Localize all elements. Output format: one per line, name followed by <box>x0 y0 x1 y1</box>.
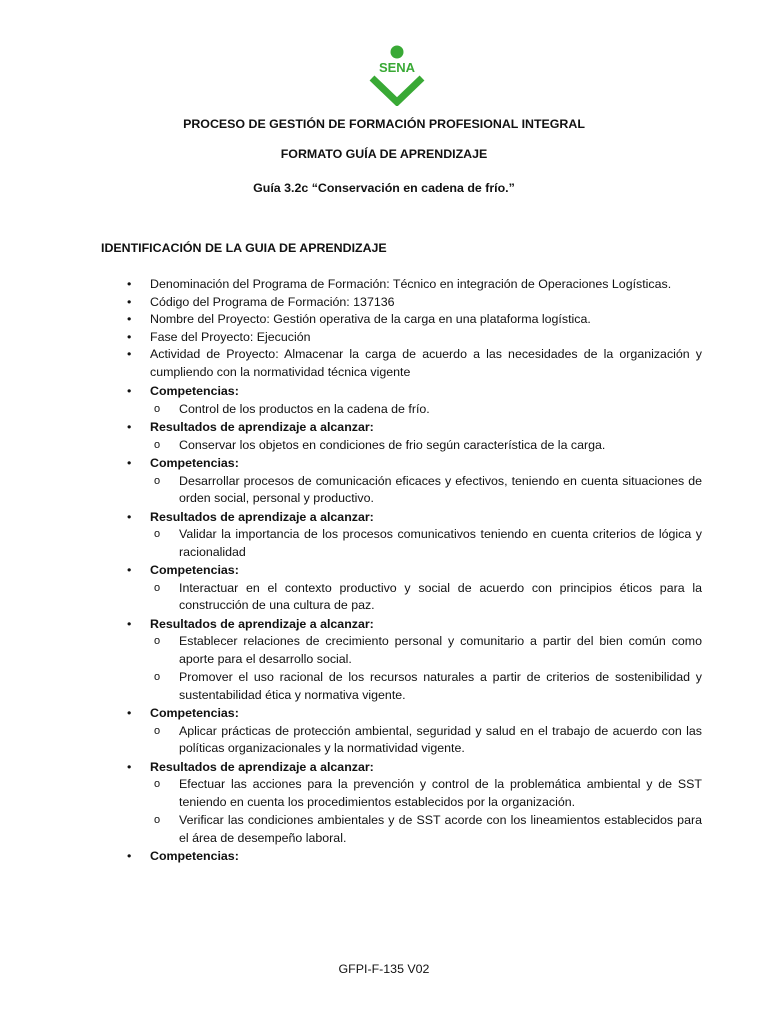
sub-list-item: o Interactuar en el contexto productivo y social de acuerdo con principios éticos para la construcción de una cultura de paz. <box>154 580 702 612</box>
sub-list-item: o Aplicar prácticas de protección ambiental, seguridad y salud en el trabajo de acuerdo con las políticas organizacionales y la normatividad vigente. <box>154 723 702 755</box>
sub-list-item: o Conservar los objetos en condiciones de frio según característica de la carga. <box>154 437 606 452</box>
sub-list-item: o Control de los productos en la cadena de frío. <box>154 401 430 416</box>
document-code: GFPI-F-135 V02 <box>338 962 430 976</box>
logo-text: SENA <box>378 60 416 75</box>
competencias-item: • Competencias: <box>127 849 239 863</box>
format-title: FORMATO GUÍA DE APRENDIZAJE <box>280 147 488 161</box>
sub-list-item: o Efectuar las acciones para la prevención y control de la problemática ambiental y de SST teniendo en cuenta los procedimientos establecidos por la organización. <box>154 777 702 809</box>
resultados-item: • Resultados de aprendizaje a alcanzar: o Validar la importancia de los procesos comunicativos teniendo en cuenta criterios de lógica y racionalidad <box>101 509 702 562</box>
list-item: • Actividad de Proyecto: Almacenar la carga de acuerdo a las necesidades de la organización y cumpliendo con la normatividad técnica vigente <box>127 347 702 379</box>
sub-list-item: o Desarrollar procesos de comunicación eficaces y efectivos, teniendo en cuenta situaciones de orden social, personal y productivo. <box>154 473 702 505</box>
competencias-item: • Competencias: o Interactuar en el contexto productivo y social de acuerdo con principios éticos para la construcción de una cultura de paz. <box>101 562 702 615</box>
sub-list-item: o Verificar las condiciones ambientales y de SST acorde con los lineamientos establecidos para el área de desempeño laboral. <box>154 813 702 845</box>
sub-list-item: o Establecer relaciones de crecimiento personal y comunitario a partir del bien común como aporte para el desarrollo social. <box>154 634 702 666</box>
competencias-item: • Competencias: o Desarrollar procesos de comunicación eficaces y efectivos, teniendo en cuenta situaciones de orden social, personal y productivo. <box>101 455 702 508</box>
resultados-item: • Resultados de aprendizaje a alcanzar: o Establecer relaciones de crecimiento personal y comunitario a partir del bien común como aporte para el desarrollo social. o Promover el uso racional de los recursos naturales a partir de criterios de sostenibilidad y sustentabilidad ética y normativa vigente. <box>101 616 702 705</box>
list-item: • Código del Programa de Formación: 137136 <box>127 294 395 309</box>
section-title: IDENTIFICACIÓN DE LA GUIA DE APRENDIZAJE <box>101 241 387 255</box>
sena-logo <box>366 44 428 106</box>
competencias-item: • Competencias: o Control de los productos en la cadena de frío. <box>101 383 702 418</box>
list-item: • Denominación del Programa de Formación: Técnico en integración de Operaciones Logísticas. <box>127 277 672 291</box>
process-title: PROCESO DE GESTIÓN DE FORMACIÓN PROFESIONAL INTEGRAL <box>183 117 585 131</box>
competencias-item: • Competencias: o Aplicar prácticas de protección ambiental, seguridad y salud en el trabajo de acuerdo con las políticas organizacionales y la normatividad vigente. <box>101 705 702 758</box>
sub-list-item: o Promover el uso racional de los recursos naturales a partir de criterios de sostenibilidad y sustentabilidad ética y normativa vigente. <box>154 670 702 702</box>
resultados-item: • Resultados de aprendizaje a alcanzar: o Efectuar las acciones para la prevención y control de la problemática ambiental y de SST teniendo en cuenta los procedimientos establecidos por la organización. o Verificar las condiciones ambientales y de SST acorde con los lineamientos establecidos para el área de desempeño laboral. <box>101 759 702 848</box>
list-item: • Nombre del Proyecto: Gestión operativa de la carga en una plataforma logística. <box>127 312 591 326</box>
guide-title: Guía 3.2c “Conservación en cadena de frío.” <box>253 181 515 195</box>
guide-content <box>101 276 702 866</box>
resultados-item: • Resultados de aprendizaje a alcanzar: o Conservar los objetos en condiciones de frio según característica de la carga. <box>101 419 702 454</box>
list-item: • Fase del Proyecto: Ejecución <box>127 329 311 344</box>
sub-list-item: o Validar la importancia de los procesos comunicativos teniendo en cuenta criterios de lógica y racionalidad <box>154 527 702 559</box>
